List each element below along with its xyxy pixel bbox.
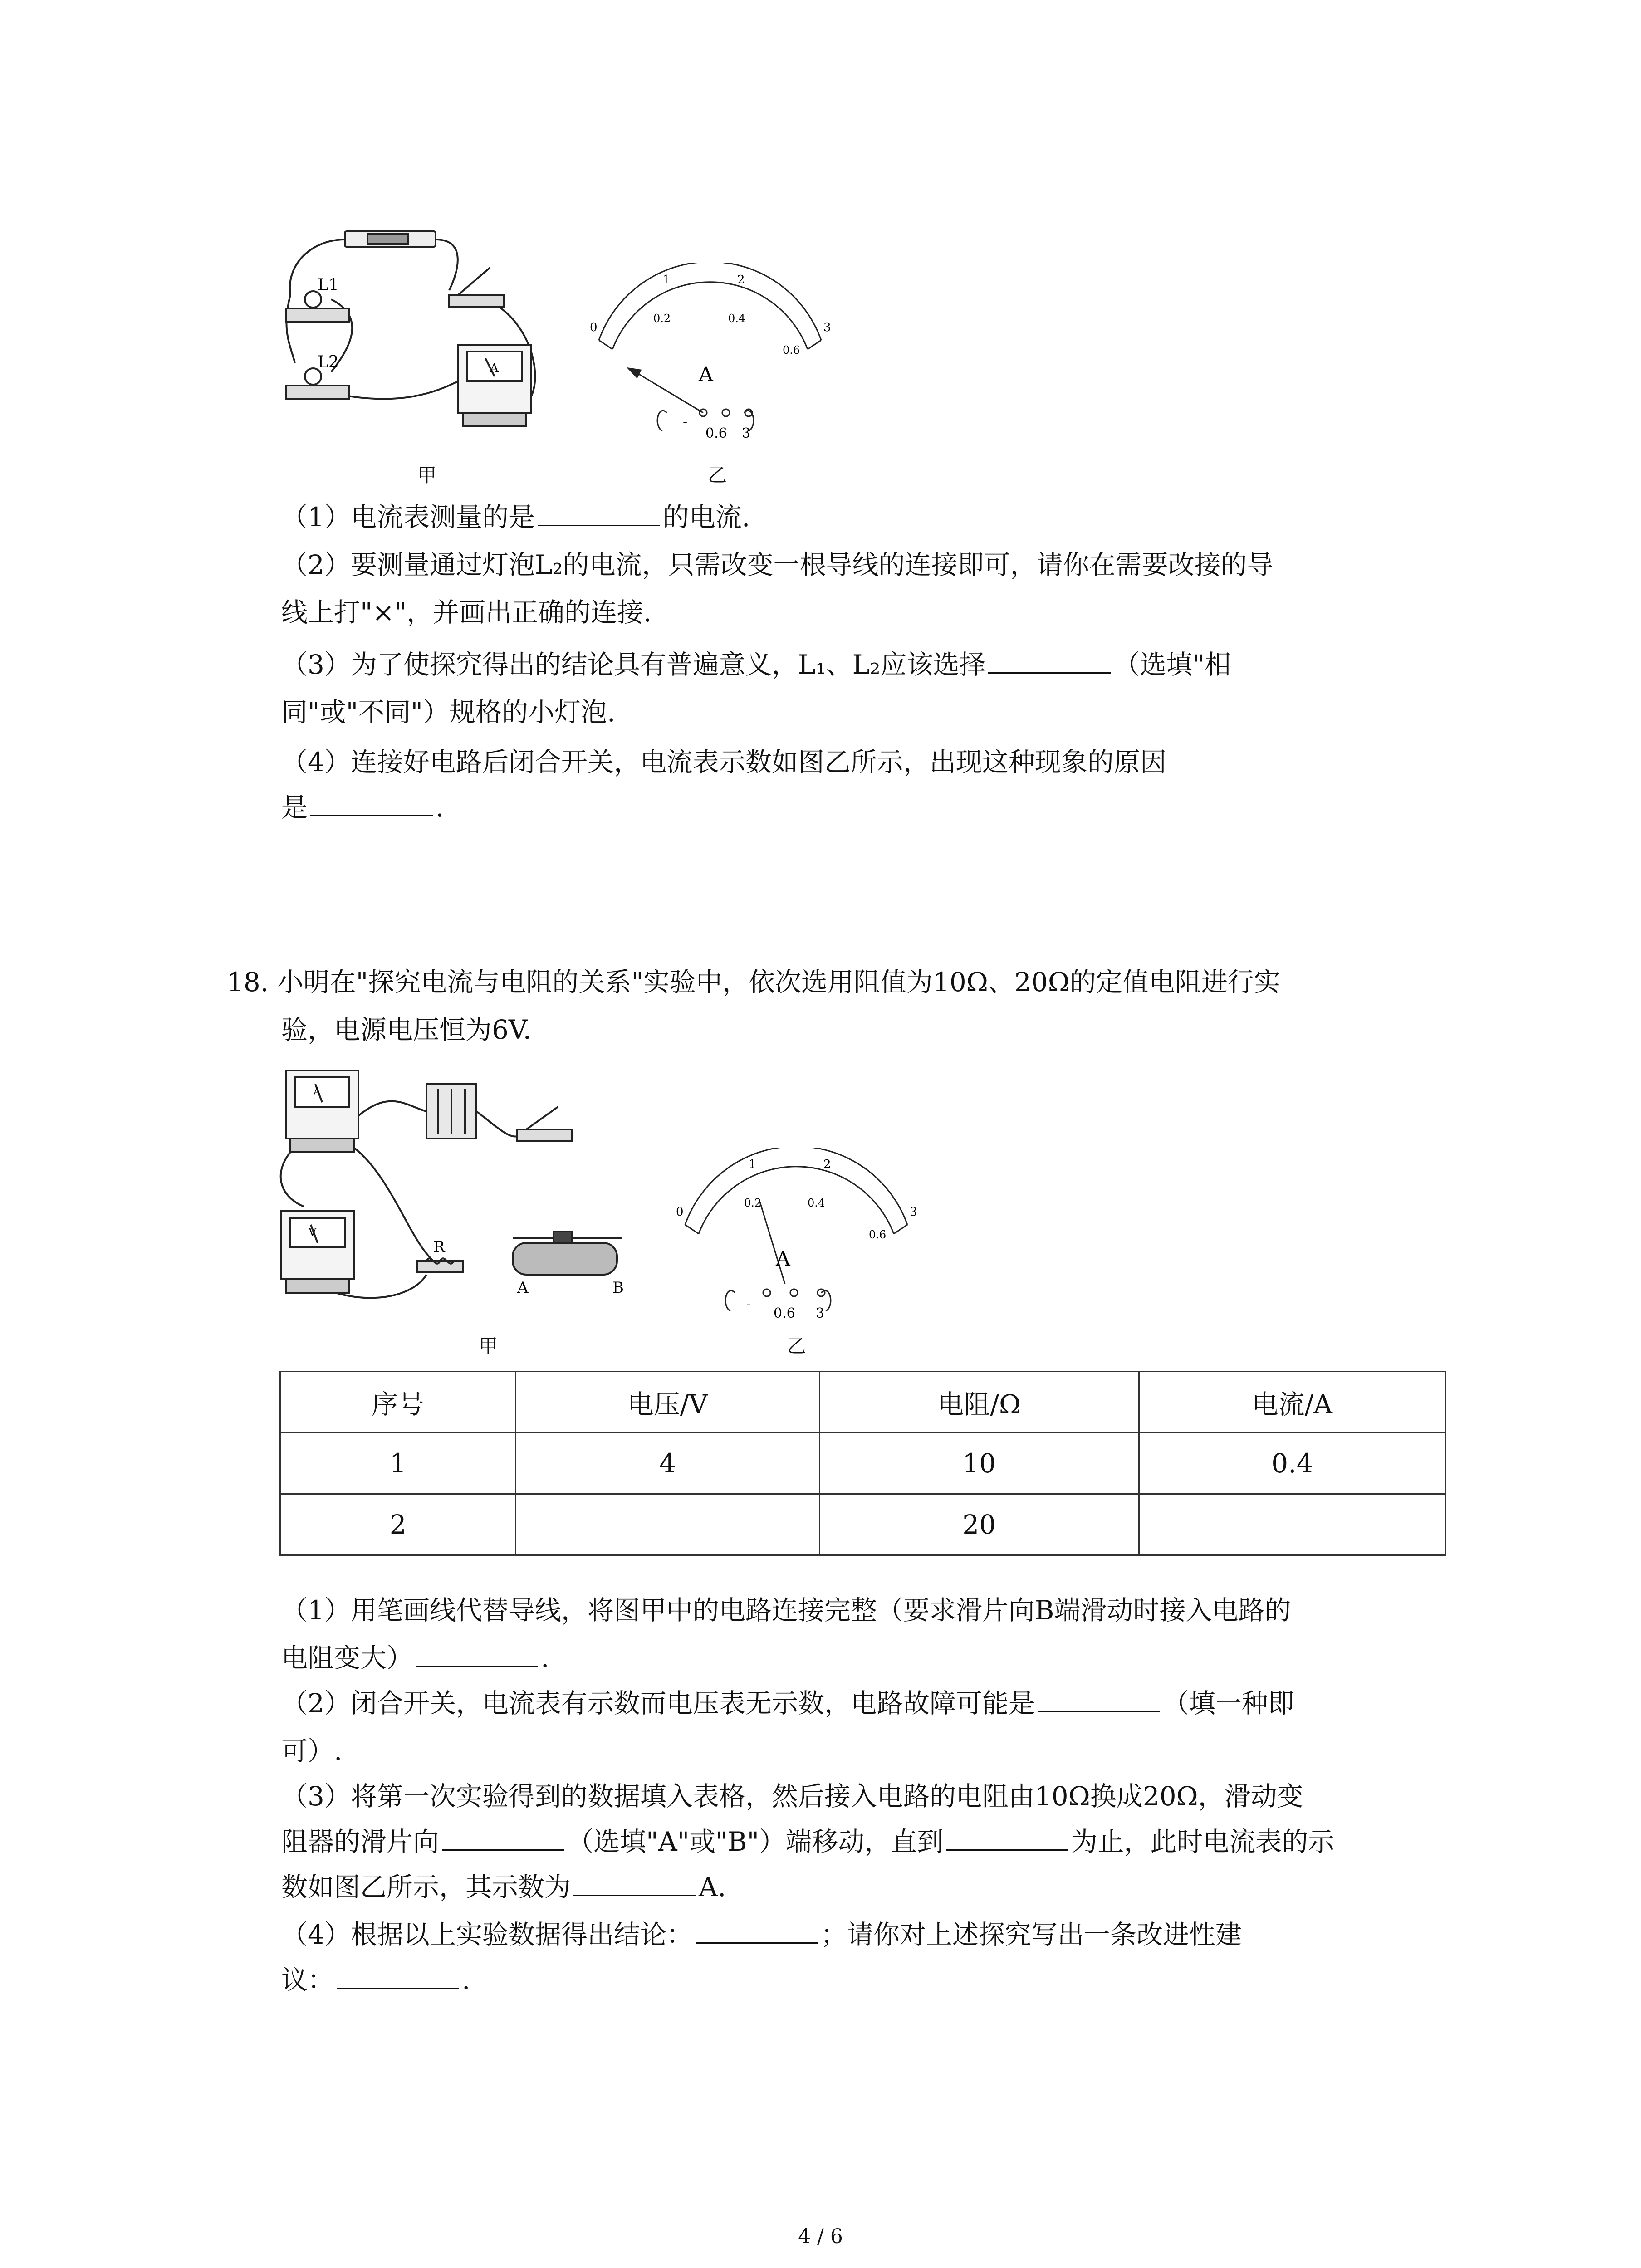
q18-dial-tick-04: 0.4: [808, 1197, 825, 1209]
q17-line-5: 同"或"不同"）规格的小灯泡.: [281, 697, 616, 728]
q18-line-1: （1）用笔画线代替导线，将图甲中的电路连接完整（要求滑片向B端滑动时接入电路的: [281, 1595, 1291, 1626]
q18-answer-blank-4a[interactable]: [696, 1917, 818, 1944]
q17-dial-tick-0: 0: [590, 321, 598, 334]
q18-fig-b-caption: 乙: [787, 1335, 807, 1357]
q18-dial-tick-02: 0.2: [744, 1197, 762, 1209]
q17-terminal-06: 0.6: [705, 425, 727, 441]
page-number: 4 / 6: [798, 2225, 843, 2248]
q18-resistor-label: R: [433, 1238, 445, 1256]
q18-line-3: [281, 1685, 1294, 1721]
q17-dial-tick-1: 1: [662, 273, 670, 287]
q17-label-L2: L2: [318, 353, 339, 371]
q17-line-3: 线上打"×"，并画出正确的连接.: [281, 597, 652, 628]
q17-line-4: [281, 646, 1231, 683]
q18-line-4: 可）.: [281, 1735, 343, 1766]
q18-line-7-text: 数如图乙所示，其示数为: [281, 1872, 571, 1902]
q18-dial-tick-2: 2: [823, 1158, 831, 1171]
q18-terminal-minus: -: [746, 1296, 751, 1312]
table-header-cell: 电压/V: [516, 1372, 819, 1433]
q18-dial-tick-1: 1: [749, 1158, 756, 1171]
q17-line-4-text: （3）为了使探究得出的结论具有普遍意义，L₁、L₂应该选择: [281, 649, 986, 680]
q17-dial-tick-02: 0.2: [653, 312, 671, 325]
q18-line-2: [281, 1640, 549, 1676]
q18-dial-unit: A: [776, 1247, 790, 1271]
table-header-cell: 电阻/Ω: [819, 1372, 1139, 1433]
q18-ammeter-dial: [671, 1148, 926, 1338]
q18-line-8-tail: ；请你对上述探究写出一条改进性建: [820, 1919, 1242, 1950]
q17-circuit-figure: [277, 213, 572, 449]
table-row: [280, 1433, 1446, 1494]
q18-answer-blank-4b[interactable]: [337, 1962, 459, 1989]
q17-dial-tick-3: 3: [823, 321, 831, 334]
q18-line-9: [281, 1962, 470, 1998]
q17-ammeter-dial: [585, 263, 839, 454]
q17-line-1-text: （1）电流表测量的是: [281, 502, 535, 533]
q18-data-table: [279, 1371, 1446, 1556]
q18-voltmeter-label: V: [309, 1226, 317, 1239]
q17-terminal-3: 3: [742, 425, 751, 441]
table-cell: 0.4: [1139, 1433, 1445, 1494]
q18-line-7-tail: A.: [699, 1872, 726, 1902]
q18-rheostat-end-A: A: [517, 1279, 529, 1297]
q17-line-7-tail: .: [436, 792, 444, 823]
q18-line-7: [281, 1869, 726, 1905]
table-cell: 2: [280, 1494, 516, 1555]
q18-answer-blank-1[interactable]: [416, 1640, 538, 1667]
q18-line-9-tail: .: [462, 1965, 470, 1995]
table-header-cell: 电流/A: [1139, 1372, 1445, 1433]
q18-rheostat-end-B: B: [612, 1279, 624, 1297]
q17-dial-tick-2: 2: [737, 273, 745, 287]
q17-label-L1: L1: [318, 276, 339, 294]
q17-fig-a-caption: 甲: [417, 464, 437, 486]
q18-line-3-tail: （填一种即: [1162, 1688, 1294, 1719]
table-cell: 20: [819, 1494, 1139, 1555]
q18-circuit-figure: [277, 1061, 685, 1315]
q17-answer-blank-3[interactable]: [988, 647, 1111, 674]
table-cell-empty[interactable]: [1139, 1494, 1445, 1555]
q18-line-6-tail: 为止，此时电流表的示: [1071, 1826, 1335, 1857]
q17-line-1: [281, 499, 750, 535]
q18-answer-blank-3c[interactable]: [573, 1869, 696, 1896]
q18-fig-a-caption: 甲: [479, 1335, 498, 1357]
q18-line-6: [281, 1823, 1334, 1860]
q18-line-6-mid: （选填"A"或"B"）端移动，直到: [567, 1826, 944, 1857]
q18-dial-tick-3: 3: [910, 1205, 917, 1219]
q17-line-7-text: 是: [281, 792, 308, 823]
q18-line-8: [281, 1916, 1242, 1953]
q18-line-8-text: （4）根据以上实验数据得出结论：: [281, 1919, 693, 1950]
table-cell-empty[interactable]: [516, 1494, 819, 1555]
q18-stem-line-1: 18. 小明在"探究电流与电阻的关系"实验中，依次选用阻值为10Ω、20Ω的定值电阻进行实: [227, 967, 1280, 997]
q18-line-2-text: 电阻变大）: [281, 1642, 413, 1673]
q18-terminal-06: 0.6: [774, 1305, 795, 1321]
q17-line-4-tail: （选填"相: [1113, 649, 1231, 680]
q18-answer-blank-2[interactable]: [1038, 1686, 1160, 1712]
q18-dial-tick-0: 0: [676, 1205, 684, 1219]
q17-answer-blank-4[interactable]: [310, 790, 433, 816]
table-row: [280, 1494, 1446, 1555]
q18-line-5: （3）将第一次实验得到的数据填入表格，然后接入电路的电阻由10Ω换成20Ω，滑动变: [281, 1781, 1303, 1812]
q18-stem-line-2: 验，电源电压恒为6V.: [281, 1014, 532, 1045]
q17-terminal-minus: -: [683, 414, 688, 430]
q17-dial-tick-06: 0.6: [783, 344, 800, 357]
q17-dial-unit: A: [699, 363, 713, 386]
table-cell: 1: [280, 1433, 516, 1494]
q17-fig-b-caption: 乙: [708, 464, 727, 486]
q18-terminal-3: 3: [816, 1305, 825, 1321]
q18-line-9-text: 议：: [281, 1965, 334, 1995]
q17-line-1-tail: 的电流.: [662, 502, 750, 533]
q18-line-3-text: （2）闭合开关，电流表有示数而电压表无示数，电路故障可能是: [281, 1688, 1035, 1719]
q18-dial-tick-06: 0.6: [869, 1228, 887, 1241]
q17-dial-tick-04: 0.4: [728, 312, 746, 325]
table-cell: 10: [819, 1433, 1139, 1494]
table-header-cell: 序号: [280, 1372, 516, 1433]
q18-line-6-text: 阻器的滑片向: [281, 1826, 440, 1857]
table-cell: 4: [516, 1433, 819, 1494]
q18-answer-blank-3a[interactable]: [442, 1824, 564, 1851]
table-header-row: [280, 1372, 1446, 1433]
q17-line-2: （2）要测量通过灯泡L₂的电流，只需改变一根导线的连接即可，请你在需要改接的导: [281, 549, 1274, 580]
q17-answer-blank-1[interactable]: [538, 499, 660, 526]
q17-line-7: [281, 789, 444, 826]
q17-ammeter-label: A: [490, 362, 499, 375]
q18-answer-blank-3b[interactable]: [946, 1824, 1068, 1851]
q18-line-2-tail: .: [541, 1642, 549, 1673]
q18-ammeter-label: A: [313, 1085, 321, 1098]
q17-line-6: （4）连接好电路后闭合开关，电流表示数如图乙所示，出现这种现象的原因: [281, 747, 1166, 777]
